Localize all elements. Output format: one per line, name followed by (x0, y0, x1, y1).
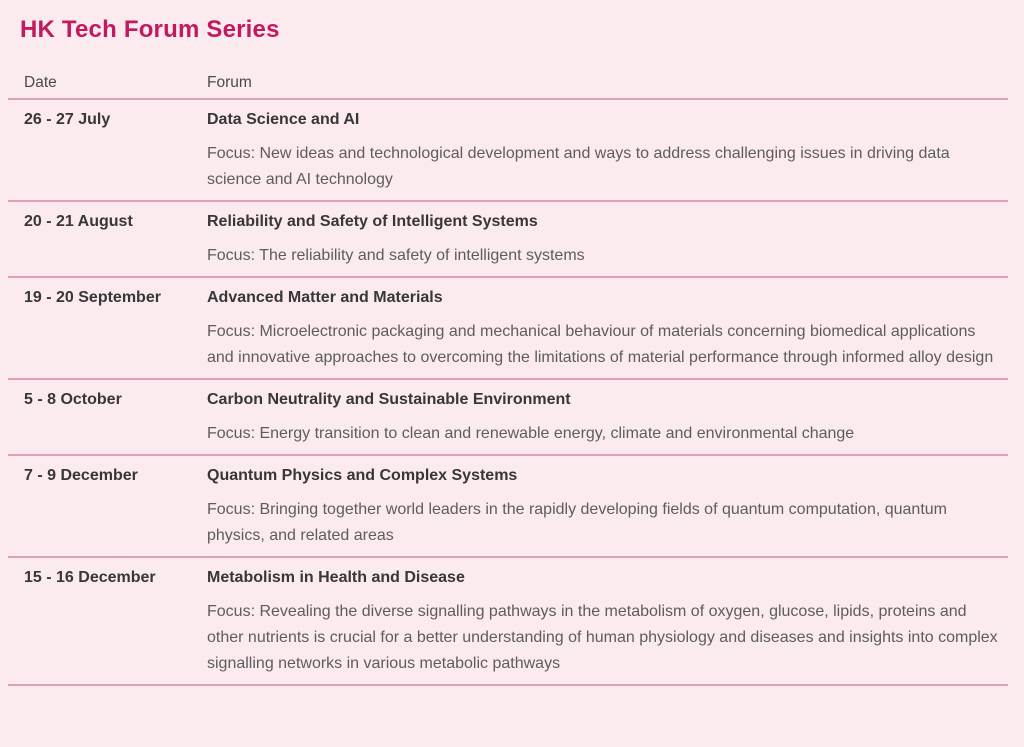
page-title: HK Tech Forum Series (20, 16, 280, 43)
column-header-date: Date (24, 74, 57, 91)
table-row (8, 558, 1008, 686)
date-cell: 26 - 27 July (24, 111, 111, 128)
column-header-forum: Forum (207, 74, 252, 91)
table-row (8, 100, 1008, 202)
table-row (8, 456, 1008, 558)
forum-focus: Focus: New ideas and technological development and ways to address challenging issues in driving data science and AI technology (207, 145, 950, 188)
forum-table (8, 74, 1008, 686)
forum-title: Reliability and Safety of Intelligent Systems (207, 213, 538, 230)
forum-cell (207, 567, 1008, 677)
forum-cell (207, 465, 1008, 549)
date-cell: 19 - 20 September (24, 289, 161, 306)
forum-title: Advanced Matter and Materials (207, 289, 443, 306)
forum-cell (207, 389, 1008, 447)
forum-title: Carbon Neutrality and Sustainable Environment (207, 391, 571, 408)
forum-title: Data Science and AI (207, 111, 360, 128)
forum-title: Metabolism in Health and Disease (207, 569, 465, 586)
forum-cell (207, 211, 1008, 269)
date-cell: 5 - 8 October (24, 391, 122, 408)
forum-focus: Focus: Microelectronic packaging and mechanical behaviour of materials concerning biomedical applications and innovative approaches to overcoming the limitations of material performance through informed alloy design (207, 323, 994, 366)
table-header-row (8, 74, 1008, 100)
forum-focus: Focus: Energy transition to clean and renewable energy, climate and environmental change (207, 425, 855, 442)
forum-title: Quantum Physics and Complex Systems (207, 467, 518, 484)
table-row (8, 202, 1008, 278)
table-row (8, 278, 1008, 380)
forum-focus: Focus: The reliability and safety of intelligent systems (207, 247, 585, 264)
forum-cell (207, 287, 1008, 371)
forum-cell (207, 109, 1008, 193)
date-cell: 7 - 9 December (24, 467, 138, 484)
date-cell: 20 - 21 August (24, 213, 133, 230)
date-cell: 15 - 16 December (24, 569, 156, 586)
forum-focus: Focus: Bringing together world leaders in the rapidly developing fields of quantum computation, quantum physics, and related areas (207, 501, 947, 544)
forum-focus: Focus: Revealing the diverse signalling pathways in the metabolism of oxygen, glucose, lipids, proteins and other nutrients is crucial for a better understanding of human physiology and diseases and insights into complex signalling networks in various metabolic pathways (207, 603, 998, 672)
table-row (8, 380, 1008, 456)
